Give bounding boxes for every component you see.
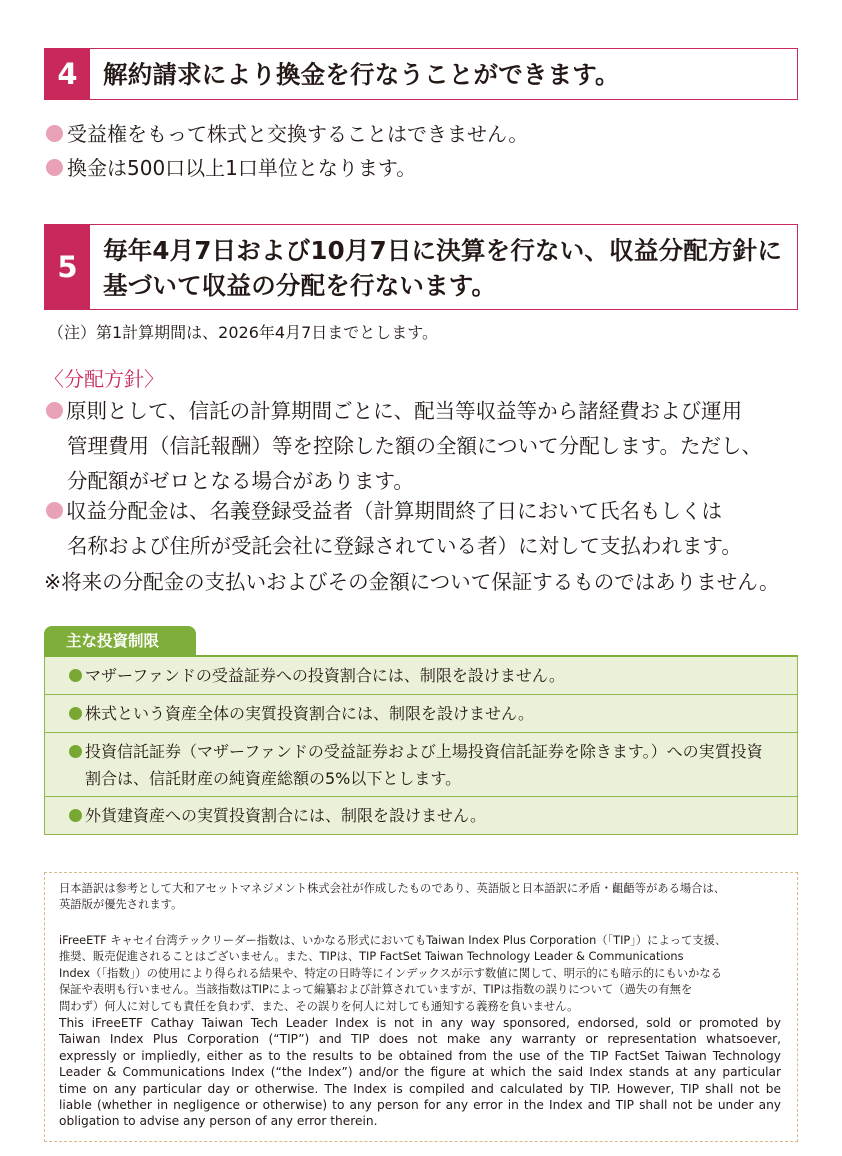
- limits-table: [44, 655, 798, 835]
- section-4-box: [44, 48, 798, 100]
- bullet-dot-icon: [46, 402, 63, 419]
- bullet-dot-icon: [46, 159, 63, 176]
- policy-heading: 〈分配方針〉: [44, 367, 164, 391]
- table-row: マザーファンドの受益証券への投資割合には、制限を設けません。: [44, 657, 798, 695]
- bullet-dot-icon: [46, 502, 63, 519]
- bullet-dot-icon: [69, 745, 82, 758]
- bullet-dot-icon: [46, 125, 63, 142]
- list-item: 換金は500口以上1口単位となります。: [46, 153, 416, 183]
- footnote: （注）第1計算期間は、2026年4月7日までとします。: [48, 323, 438, 342]
- table-row: 外貨建資産への実質投資割合には、制限を設けません。: [44, 797, 798, 835]
- disclaimer-jp: iFreeETF キャセイ台湾テックリーダー指数は、いかなる形式においてもTaiwan Index Plus Corporation（「TIP」）によって支援、 推奨、販売促進されることはございません。また、TIPは、TIP FactSet Taiwan Technology Leader & Communications Index（「指数」）の使用により得られる結果や、特定の日時等にインデックスが示す数値に関して、明示的にも暗示的にもいかなる 保証や表明も行いません。当該指数はTIPによって編纂および計算されていますが、TIPは指数の誤りについて（過失の有無を 問わず）何人に対しても責任を負わず、また、その誤りを何人に対しても通知する義務を負いません。: [59, 934, 727, 1013]
- section-title: 毎年4月7日および10月7日に決算を行ない、収益分配方針に 基づいて収益の分配を行ないます。: [103, 236, 783, 300]
- caution-note: ※将来の分配金の支払いおよびその金額について保証するものではありません。: [44, 570, 780, 594]
- bullet-dot-icon: [69, 707, 82, 720]
- section-title: 解約請求により換金を行なうことができます。: [103, 60, 620, 89]
- disclaimer-box: [44, 872, 798, 1142]
- section-number: 5: [45, 225, 90, 309]
- table-row: 投資信託証券（マザーファンドの受益証券および上場投資信託証券を除きます。）への実質投資 割合は、信託財産の純資産総額の5%以下とします。: [44, 733, 798, 797]
- limits-heading: 主な投資制限: [44, 626, 196, 656]
- list-item: 受益権をもって株式と交換することはできません。: [46, 119, 528, 149]
- section-5-box: [44, 224, 798, 310]
- bullet-dot-icon: [69, 809, 82, 822]
- bullet-dot-icon: [69, 669, 82, 682]
- table-row: 株式という資産全体の実質投資割合には、制限を設けません。: [44, 695, 798, 733]
- section-number: 4: [45, 49, 90, 99]
- disclaimer-en: This iFreeETF Cathay Taiwan Tech Leader Index is not in any way sponsored, endorsed, sold or promoted by Taiwan Index Plus Corporation (“TIP”) and TIP does not make any warranty or representation whatsoever, expressly or impliedly, either as to the results to be obtained from the use of the TIP FactSet Taiwan Technology Leader & Communications Index (“the Index”) and/or the figure at which the said Index stands at any particular time on any particular day or otherwise. The Index is compiled and calculated by TIP. However, TIP shall not be liable (whether in negligence or otherwise) to any person for any error in the Index and TIP shall not be under any obligation to advise any person of any error therein.: [59, 1016, 781, 1129]
- list-item: 原則として、信託の計算期間ごとに、配当等収益等から諸経費および運用 管理費用（信託報酬）等を控除した額の全額について分配します。ただし、 分配額がゼロとなる場合があります。: [46, 394, 806, 499]
- list-item: 収益分配金は、名義登録受益者（計算期間終了日において氏名もしくは 名称および住所が受託会社に登録されている者）に対して支払われます。: [46, 494, 806, 564]
- translation-note: 日本語訳は参考として大和アセットマネジメント株式会社が作成したものであり、英語版と日本語訳に矛盾・齟齬等がある場合は、 英語版が優先されます。: [59, 882, 726, 912]
